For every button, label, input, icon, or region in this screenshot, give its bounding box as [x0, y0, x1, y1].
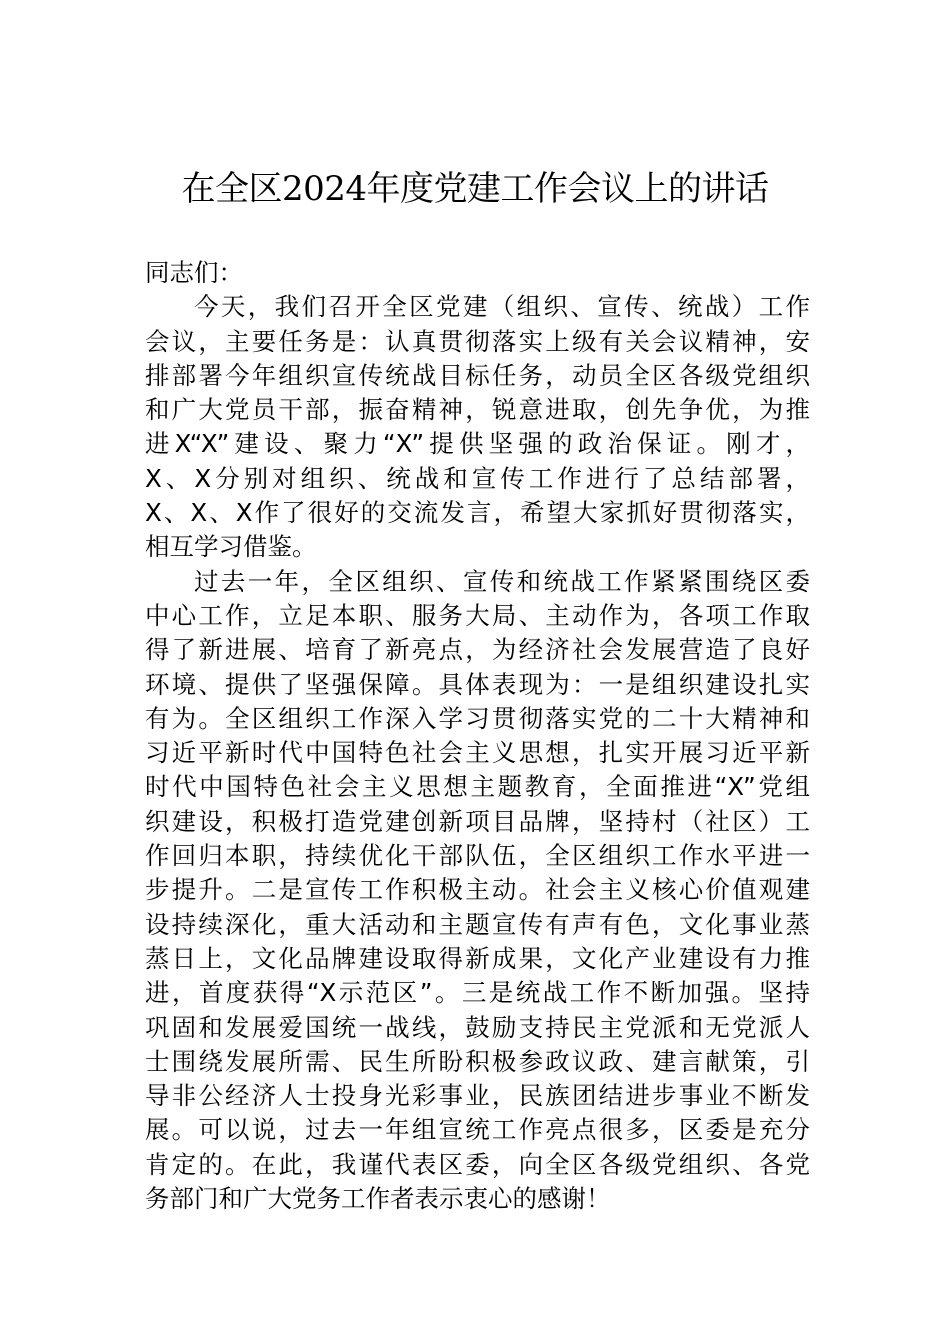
paragraph-2-line: 过去一年，全区组织、宣传和统战工作紧紧围绕区委: [194, 566, 810, 596]
paragraph-2-line: 进，首度获得“X示范区”。三是统战工作不断加强。坚持: [145, 978, 810, 1008]
paragraph-1-line: 会议，主要任务是：认真贯彻落实上级有关会议精神，安: [145, 326, 810, 356]
paragraph-1-line: 进X“X”建设、聚力“X”提供坚强的政治保证。刚才，: [145, 429, 810, 459]
paragraph-1-line: X、X、X作了很好的交流发言，希望大家抓好贯彻落实，: [145, 498, 810, 528]
paragraph-1-line: 排部署今年组织宣传统战目标任务，动员全区各级党组织: [145, 360, 810, 390]
paragraph-2-line: 务部门和广大党务工作者表示衷心的感谢！: [145, 1184, 611, 1214]
paragraph-2-line: 设持续深化，重大活动和主题宣传有声有色，文化事业蒸: [145, 909, 810, 939]
paragraph-2-line: 习近平新时代中国特色社会主义思想，扎实开展习近平新: [145, 738, 810, 768]
paragraph-2-line: 中心工作，立足本职、服务大局、主动作为，各项工作取: [145, 600, 810, 630]
paragraph-2-line: 织建设，积极打造党建创新项目品牌，坚持村（社区）工: [145, 806, 810, 836]
paragraph-2-line: 蒸日上，文化品牌建设取得新成果，文化产业建设有力推: [145, 943, 810, 973]
paragraph-2-line: 有为。全区组织工作深入学习贯彻落实党的二十大精神和: [145, 703, 810, 733]
paragraph-2-line: 展。可以说，过去一年组宣统工作亮点很多，区委是充分: [145, 1115, 810, 1145]
paragraph-2-line: 作回归本职，持续优化干部队伍，全区组织工作水平进一: [145, 841, 810, 871]
paragraph-1-line: 和广大党员干部，振奋精神，锐意进取，创先争优，为推: [145, 395, 810, 425]
document-body: [145, 256, 810, 1216]
paragraph-2-line: 环境、提供了坚强保障。具体表现为：一是组织建设扎实: [145, 669, 810, 699]
paragraph-2-line: 时代中国特色社会主义思想主题教育，全面推进“X”党组: [145, 772, 810, 802]
paragraph-1-line: X、X分别对组织、统战和宣传工作进行了总结部署，: [145, 463, 810, 493]
paragraph-2-line: 导非公经济人士投身光彩事业，民族团结进步事业不断发: [145, 1081, 810, 1111]
paragraph-2-line: 得了新进展、培育了新亮点，为经济社会发展营造了良好: [145, 635, 810, 665]
paragraph-1-line: 相互学习借鉴。: [145, 532, 317, 562]
salutation: 同志们：: [145, 258, 243, 287]
document-title: 在全区2024年度党建工作会议上的讲话: [181, 169, 769, 209]
paragraph-2-line: 步提升。二是宣传工作积极主动。社会主义核心价值观建: [145, 875, 810, 905]
paragraph-2-line: 士围绕发展所需、民生所盼积极参政议政、建言献策，引: [145, 1046, 810, 1076]
paragraph-2-line: 肯定的。在此，我谨代表区委，向全区各级党组织、各党: [145, 1149, 810, 1179]
paragraph-1-line: 今天，我们召开全区党建（组织、宣传、统战）工作: [194, 292, 810, 322]
paragraph-2-line: 巩固和发展爱国统一战线，鼓励支持民主党派和无党派人: [145, 1012, 810, 1042]
